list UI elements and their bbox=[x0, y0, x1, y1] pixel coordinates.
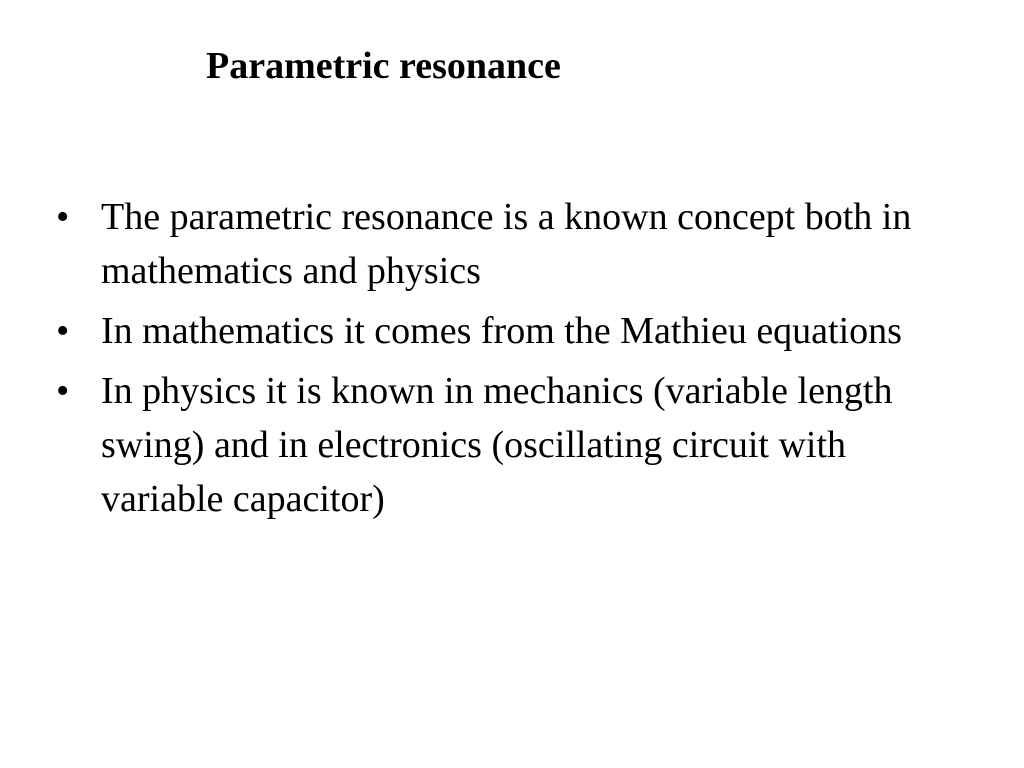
bullet-text: In mathematics it comes from the Mathieu equations bbox=[101, 310, 902, 352]
bullet-icon: • bbox=[56, 370, 70, 412]
bullet-text: The parametric resonance is a known concept both in mathematics and physics bbox=[101, 196, 912, 292]
bullet-item-physics bbox=[56, 364, 956, 526]
bullet-text: In physics it is known in mechanics (variable length swing) and in electronics (oscillating circuit with variable capacitor) bbox=[101, 370, 893, 520]
bullet-item-concept bbox=[56, 190, 956, 298]
bullet-list bbox=[56, 190, 956, 532]
bullet-icon: • bbox=[56, 310, 70, 352]
bullet-icon: • bbox=[56, 196, 70, 238]
bullet-item-mathematics bbox=[56, 304, 956, 358]
slide-title: Parametric resonance bbox=[206, 45, 561, 87]
